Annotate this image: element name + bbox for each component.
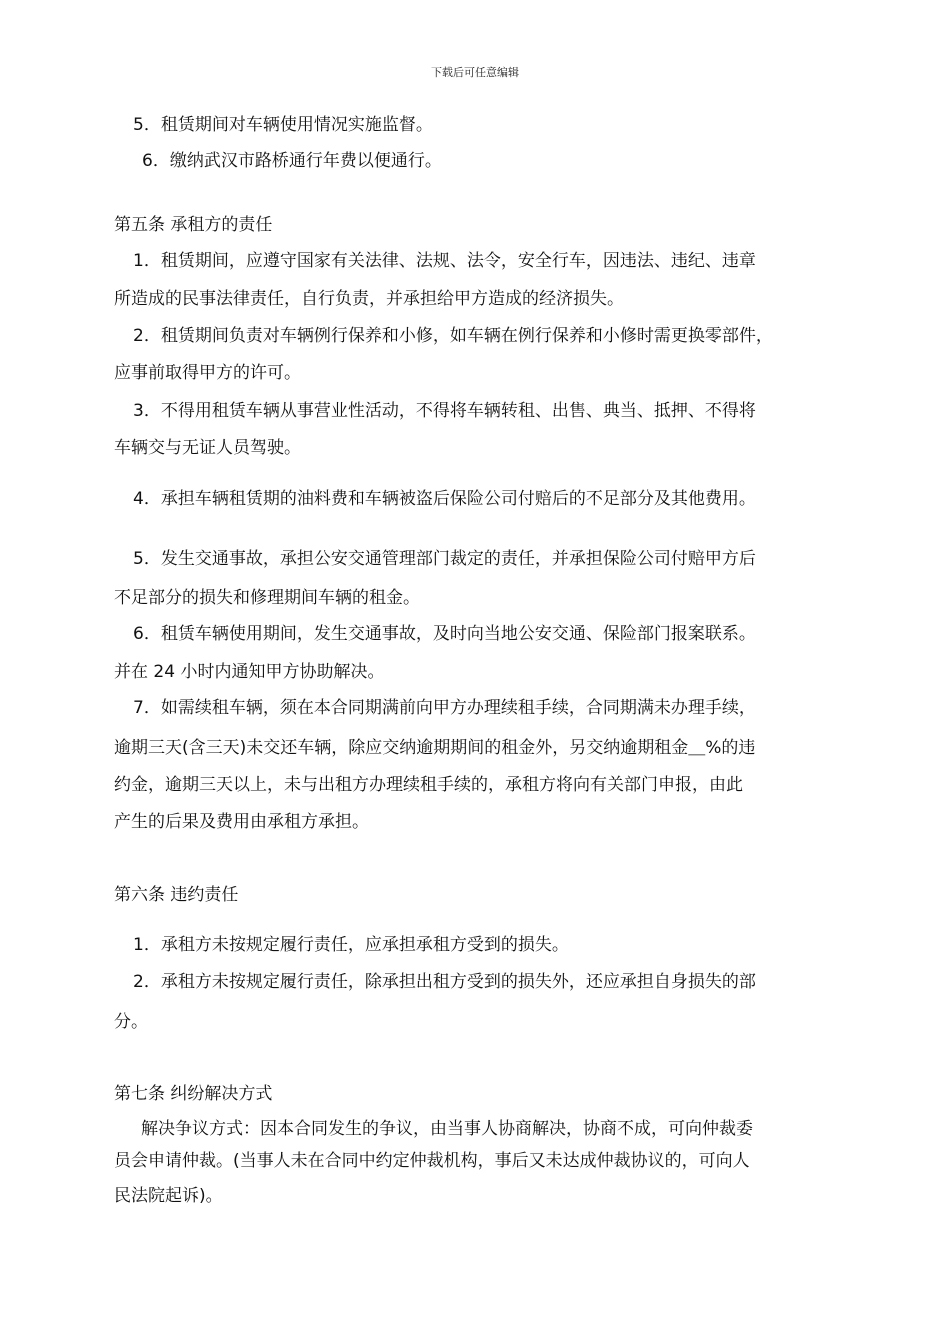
clause-4-item-5: 5．租赁期间对车辆使用情况实施监督。: [133, 115, 433, 135]
clause-5-item-3-cont: 车辆交与无证人员驾驶。: [114, 438, 301, 458]
clause-5-item-7: 7．如需续租车辆，须在本合同期满前向甲方办理续租手续，合同期满未办理手续，: [133, 698, 756, 718]
clause-5-item-7-cont-3: 产生的后果及费用由承租方承担。: [114, 812, 369, 832]
clause-5-item-5-cont: 不足部分的损失和修理期间车辆的租金。: [114, 588, 420, 608]
clause-5-item-5: 5．发生交通事故，承担公安交通管理部门裁定的责任，并承担保险公司付赔甲方后: [133, 549, 756, 569]
clause-7-paragraph: 解决争议方式：因本合同发生的争议，由当事人协商解决，协商不成，可向仲裁委: [141, 1119, 753, 1139]
clause-5-item-7-cont-1: 逾期三天(含三天)未交还车辆，除应交纳逾期期间的租金外，另交纳逾期租金＿%的违: [114, 738, 756, 758]
clause-4-item-6: 6．缴纳武汉市路桥通行年费以便通行。: [142, 151, 442, 171]
clause-6-item-2-cont: 分。: [114, 1012, 148, 1032]
clause-5-item-2: 2．租赁期间负责对车辆例行保养和小修，如车辆在例行保养和小修时需更换零部件，: [133, 326, 773, 346]
clause-6-item-2: 2．承租方未按规定履行责任，除承担出租方受到的损失外，还应承担自身损失的部: [133, 972, 756, 992]
clause-5-item-1: 1．租赁期间，应遵守国家有关法律、法规、法令，安全行车，因违法、违纪、违章: [133, 251, 756, 271]
clause-7-paragraph-cont-2: 民法院起诉)。: [114, 1186, 223, 1206]
section-heading-5: 第五条 承租方的责任: [114, 215, 273, 235]
clause-5-item-3: 3．不得用租赁车辆从事营业性活动，不得将车辆转租、出售、典当、抵押、不得将: [133, 401, 756, 421]
clause-5-item-6: 6．租赁车辆使用期间，发生交通事故，及时向当地公安交通、保险部门报案联系。: [133, 624, 756, 644]
page-header: 下载后可任意编辑: [431, 66, 519, 79]
clause-5-item-6-cont: 并在 24 小时内通知甲方协助解决。: [114, 662, 385, 682]
clause-7-paragraph-cont-1: 员会申请仲裁。(当事人未在合同中约定仲裁机构，事后又未达成仲裁协议的，可向人: [114, 1151, 750, 1171]
clause-5-item-1-cont: 所造成的民事法律责任，自行负责，并承担给甲方造成的经济损失。: [114, 289, 624, 309]
clause-5-item-4: 4．承担车辆租赁期的油料费和车辆被盗后保险公司付赔后的不足部分及其他费用。: [133, 489, 756, 509]
section-heading-7: 第七条 纠纷解决方式: [114, 1084, 273, 1104]
clause-6-item-1: 1．承租方未按规定履行责任，应承担承租方受到的损失。: [133, 935, 569, 955]
section-heading-6: 第六条 违约责任: [114, 885, 239, 905]
clause-5-item-7-cont-2: 约金，逾期三天以上，未与出租方办理续租手续的，承租方将向有关部门申报，由此: [114, 775, 743, 795]
clause-5-item-2-cont: 应事前取得甲方的许可。: [114, 363, 301, 383]
